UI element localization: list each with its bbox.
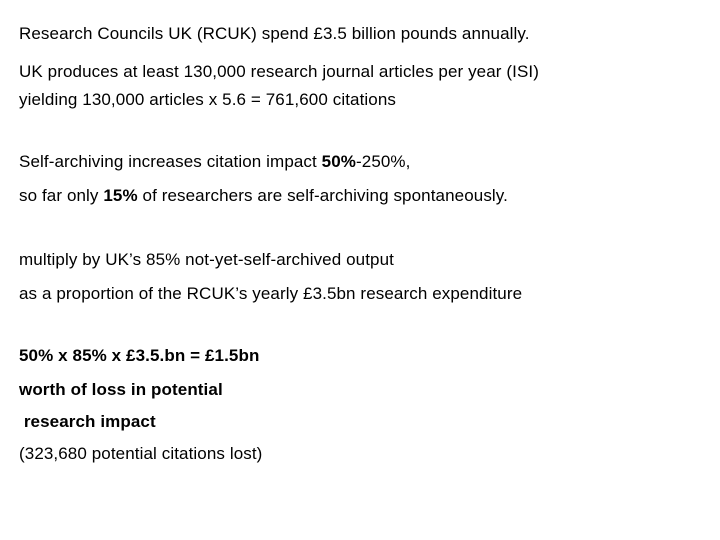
loss-equation-line: 50% x 85% x £3.5.bn = £1.5bn xyxy=(19,346,260,365)
uk-articles-line: UK produces at least 130,000 research journal articles per year (ISI) xyxy=(19,62,539,81)
citation-impact-line xyxy=(19,152,410,172)
self-archiving-share-rest: of researchers are self-archiving spontaneously. xyxy=(137,186,508,205)
citations-yield-line: yielding 130,000 articles x 5.6 = 761,600 citations xyxy=(19,90,396,109)
citations-lost-line: (323,680 potential citations lost) xyxy=(19,444,263,463)
citation-impact-range: -250%, xyxy=(356,152,411,171)
expenditure-proportion-line: as a proportion of the RCUK’s yearly £3.5bn research expenditure xyxy=(19,284,523,303)
loss-description-line: worth of loss in potential xyxy=(19,380,223,399)
self-archiving-share-line xyxy=(19,186,508,206)
multiply-output-line: multiply by UK’s 85% not-yet-self-archived output xyxy=(19,250,394,269)
citation-impact-text: Self-archiving increases citation impact xyxy=(19,152,322,171)
self-archiving-share-percent: 15% xyxy=(103,186,138,205)
citation-impact-percent: 50% xyxy=(321,152,356,171)
rcuk-spend-line: Research Councils UK (RCUK) spend £3.5 billion pounds annually. xyxy=(19,24,530,43)
self-archiving-share-text: so far only xyxy=(19,186,104,205)
research-impact-line: research impact xyxy=(19,412,156,431)
